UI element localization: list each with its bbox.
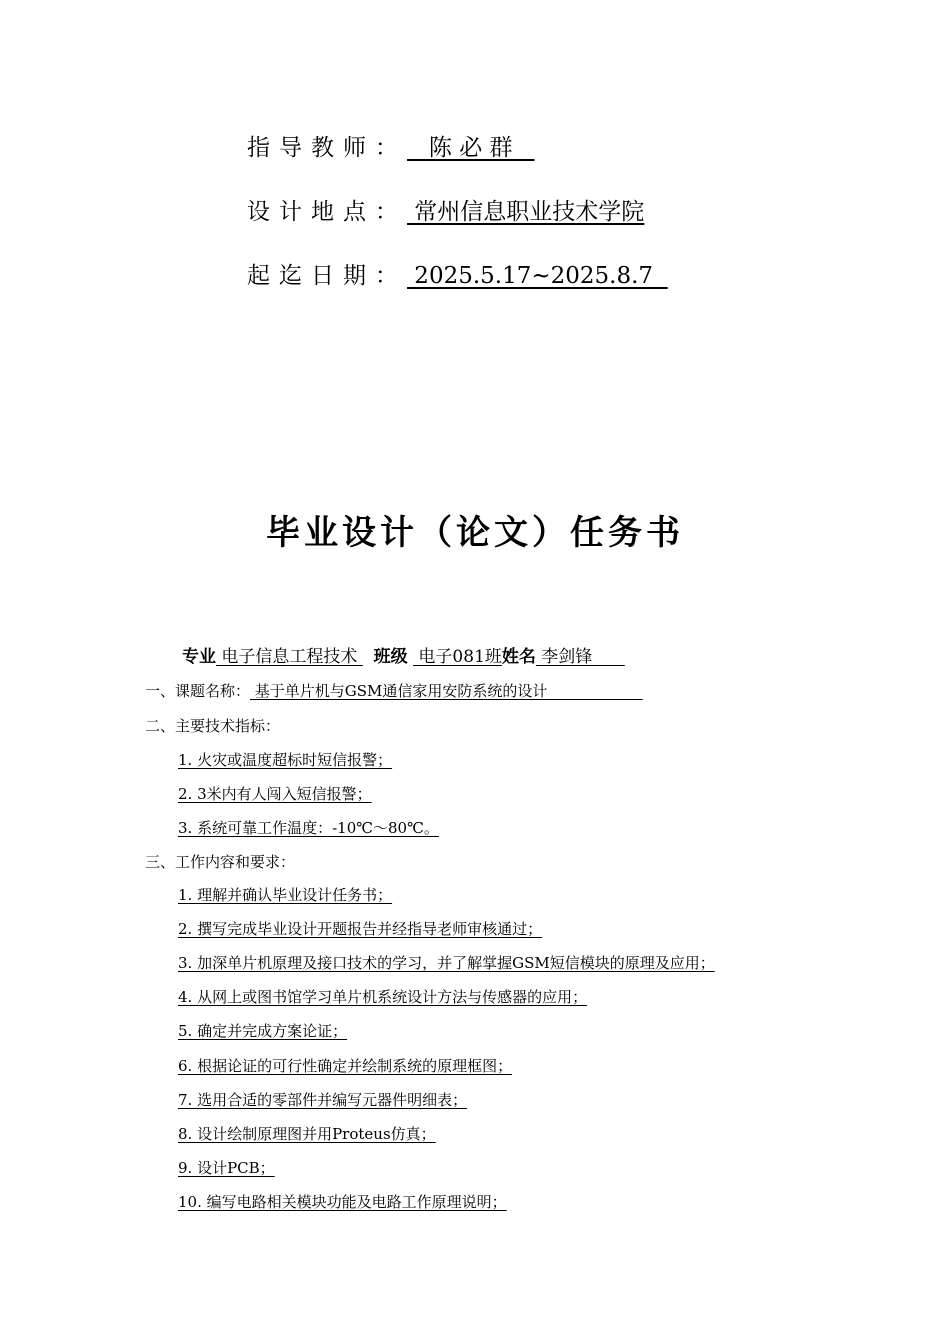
advisor-label: 指导教师： xyxy=(247,135,407,161)
work-item: 3. 加深单片机原理及接口技术的学习，并了解掌握GSM短信模块的原理及应用； xyxy=(178,954,715,972)
tech-spec-item: 3. 系统可靠工作温度：-10℃～80℃。 xyxy=(178,819,439,837)
tech-spec-item: 2. 3米内有人闯入短信报警； xyxy=(178,785,372,803)
topic-label: 一、课题名称： xyxy=(145,682,251,700)
tech-specs-heading: 二、主要技术指标： xyxy=(145,717,281,735)
work-item: 4. 从网上或图书馆学习单片机系统设计方法与传感器的应用； xyxy=(178,988,588,1006)
dates-value: 2025.5.17~2025.8.7 xyxy=(407,263,668,289)
work-item: 2. 撰写完成毕业设计开题报告并经指导老师审核通过； xyxy=(178,920,543,938)
class-label: 班级 xyxy=(373,647,408,667)
work-item: 1. 理解并确认毕业设计任务书； xyxy=(178,886,393,904)
dates-label: 起迄日期： xyxy=(247,263,407,289)
advisor-value: 陈 必 群 xyxy=(407,135,535,161)
work-item: 5. 确定并完成方案论证； xyxy=(178,1022,348,1040)
class-value: 电子081班 xyxy=(413,647,502,667)
place-label: 设计地点： xyxy=(247,199,407,225)
document-title: 毕业设计（论文）任务书 xyxy=(266,513,684,553)
work-item: 10. 编写电路相关模块功能及电路工作原理说明； xyxy=(178,1193,507,1211)
work-item: 7. 选用合适的零部件并编写元器件明细表； xyxy=(178,1091,468,1109)
place-row xyxy=(247,197,644,227)
topic-line xyxy=(145,680,643,702)
name-label: 姓名 xyxy=(501,647,536,667)
major-value: 电子信息工程技术 xyxy=(216,647,363,667)
place-value: 常州信息职业技术学院 xyxy=(407,199,645,225)
work-item: 8. 设计绘制原理图并用Proteus仿真； xyxy=(178,1125,436,1143)
advisor-row xyxy=(247,133,535,163)
student-info-line xyxy=(182,645,625,669)
work-item: 6. 根据论证的可行性确定并绘制系统的原理框图； xyxy=(178,1057,513,1075)
work-item: 9. 设计PCB； xyxy=(178,1159,275,1177)
major-label: 专业 xyxy=(182,647,216,667)
name-value: 李剑锋 xyxy=(535,647,625,667)
topic-value: 基于单片机与GSM通信家用安防系统的设计 xyxy=(250,682,643,700)
tech-spec-item: 1. 火灾或温度超标时短信报警； xyxy=(178,751,393,769)
work-content-heading: 三、工作内容和要求： xyxy=(145,853,296,871)
dates-row xyxy=(247,261,668,291)
